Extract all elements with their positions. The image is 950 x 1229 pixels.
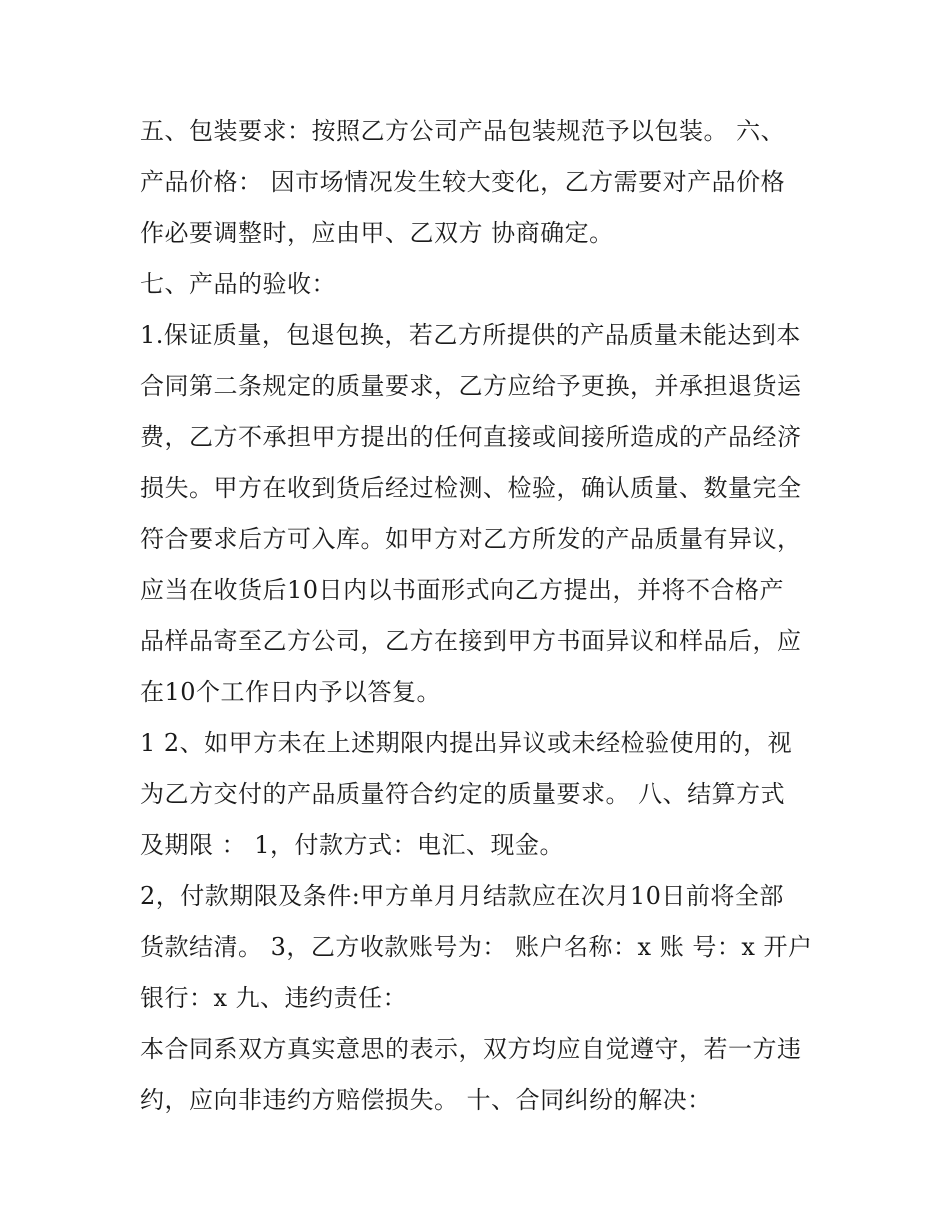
text-line: 及期限 ： 1，付款方式：电汇、现金。 bbox=[140, 831, 565, 859]
text-line: 1 2、如甲方未在上述期限内提出异议或未经检验使用的，视 bbox=[140, 729, 793, 757]
contract-text-body bbox=[140, 106, 830, 1126]
text-line: 本合同系双方真实意思的表示，双方均应自觉遵守，若一方违 bbox=[140, 1035, 802, 1063]
text-line: 银行：x 九、违约责任： bbox=[140, 984, 408, 1012]
text-line: 符合要求后方可入库。如甲方对乙方所发的产品质量有异议， bbox=[140, 525, 802, 553]
text-line: 应当在收货后10日内以书面形式向乙方提出，并将不合格产 bbox=[140, 576, 785, 604]
text-line: 货款结清。 3，乙方收款账号为： 账户名称：x 账 号：x 开户 bbox=[140, 933, 813, 961]
text-line: 品样品寄至乙方公司，乙方在接到甲方书面异议和样品后，应 bbox=[140, 627, 802, 655]
text-line: 五、包装要求：按照乙方公司产品包装规范予以包装。 六、 bbox=[140, 117, 786, 145]
text-line: 在10个工作日内予以答复。 bbox=[140, 678, 442, 706]
text-line: 为乙方交付的产品质量符合约定的质量要求。 八、结算方式 bbox=[140, 780, 786, 808]
text-line: 损失。甲方在收到货后经过检测、检验，确认质量、数量完全 bbox=[140, 474, 802, 502]
text-line: 作必要调整时，应由甲、乙双方 协商确定。 bbox=[140, 219, 614, 247]
text-line: 合同第二条规定的质量要求，乙方应给予更换，并承担退货运 bbox=[140, 372, 802, 400]
section-heading: 七、产品的验收： bbox=[140, 270, 336, 298]
text-line: 2，付款期限及条件:甲方单月月结款应在次月10日前将全部 bbox=[140, 882, 784, 910]
text-line: 1.保证质量，包退包换，若乙方所提供的产品质量未能达到本 bbox=[140, 321, 801, 349]
text-line: 产品价格： 因市场情况发生较大变化，乙方需要对产品价格 bbox=[140, 168, 786, 196]
text-line: 约，应向非违约方赔偿损失。 十、合同纠纷的解决： bbox=[140, 1086, 712, 1114]
text-line: 费，乙方不承担甲方提出的任何直接或间接所造成的产品经济 bbox=[140, 423, 802, 451]
